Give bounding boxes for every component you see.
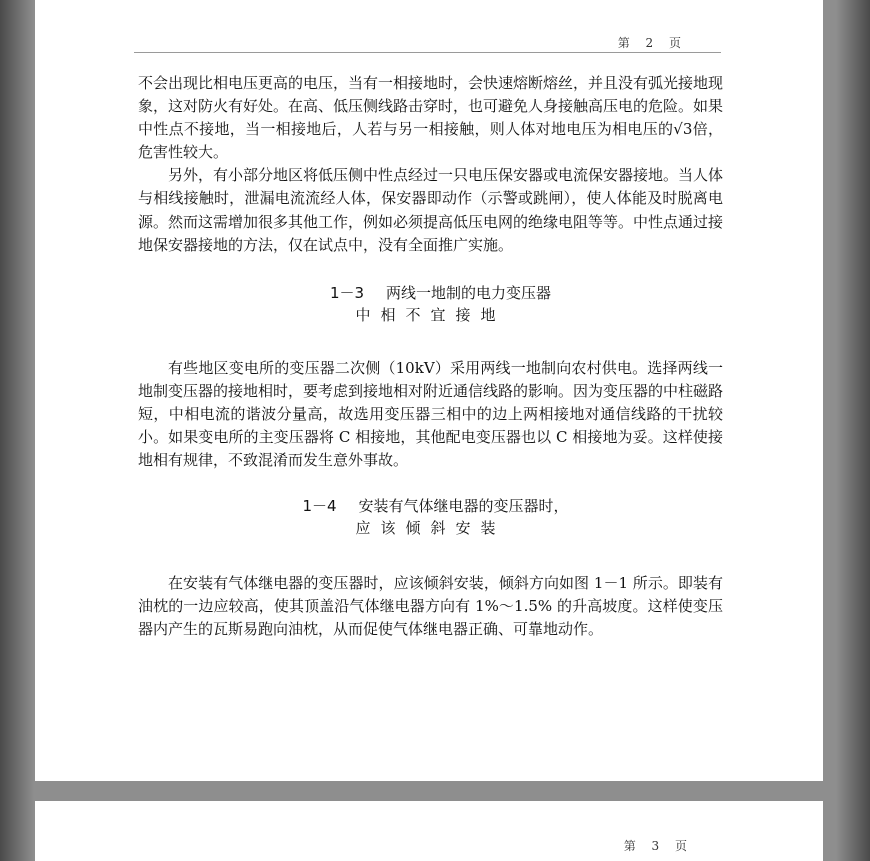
section-title: 两线一地制的电力变压器 <box>386 283 552 302</box>
page-number: 第 3 页 <box>623 839 693 853</box>
section-title: 安装有气体继电器的变压器时， <box>358 497 569 516</box>
section-number: 1－3 <box>329 283 365 302</box>
paragraph: 另外，有小部分地区将低压侧中性点经过一只电压保安器或电流保安器接地。当人体与相线接触时，泄漏电流流经人体，保安器即动作（示警或跳闸），使人体能及时脱离电源。然而这需增加很多其他工作，例如必须提高低压电网的绝缘电阻等等。中性点通过接地保安器接地的方法，仅在试点中，没有全面推广实施。 <box>138 166 724 254</box>
section-title-cont: 应该倾斜安装 <box>355 519 506 538</box>
section-heading <box>138 282 723 326</box>
page-body <box>138 72 723 642</box>
section-number: 1－4 <box>302 497 337 516</box>
page-number: 第 2 页 <box>617 36 687 50</box>
running-header <box>134 30 721 53</box>
paragraph: 不会出现比相电压更高的电压，当有一相接地时，会快速熔断熔丝，并且没有弧光接地现象，这对防火有好处。在高、低压侧线路击穿时，也可避免人身接触高压电的危险。如果中性点不接地，当一相接地后，人若与另一相接触，则人体对地电压为相电压的√3倍，危害性较大。 <box>138 74 724 162</box>
section-title-cont: 中相不宜接地 <box>355 305 506 324</box>
document-page <box>35 0 823 781</box>
paragraph: 有些地区变电所的变压器二次侧（10kV）采用两线一地制向农村供电。选择两线一地制变压器的接地相时，要考虑到接地相对附近通信线路的影响。因为变压器的中柱磁路短，中相电流的谐波分量高，故选用变压器三相中的边上两相接地对通信线路的干扰较小。如果变电所的主变压器将 C 相接地，其他配电变压器也以 C 相接地为妥。这样使接地相有规律，不致混淆而发生意外事故。 <box>138 358 724 470</box>
document-page-next <box>35 801 823 861</box>
paragraph: 在安装有气体继电器的变压器时，应该倾斜安装，倾斜方向如图 1－1 所示。即装有油枕的一边应较高，使其顶盖沿气体继电器方向有 1%～1.5% 的升高坡度。这样使变压器内产生的瓦斯易跑向油枕，从而促使气体继电器正确、可靠地动作。 <box>138 574 723 639</box>
section-heading <box>138 495 723 539</box>
